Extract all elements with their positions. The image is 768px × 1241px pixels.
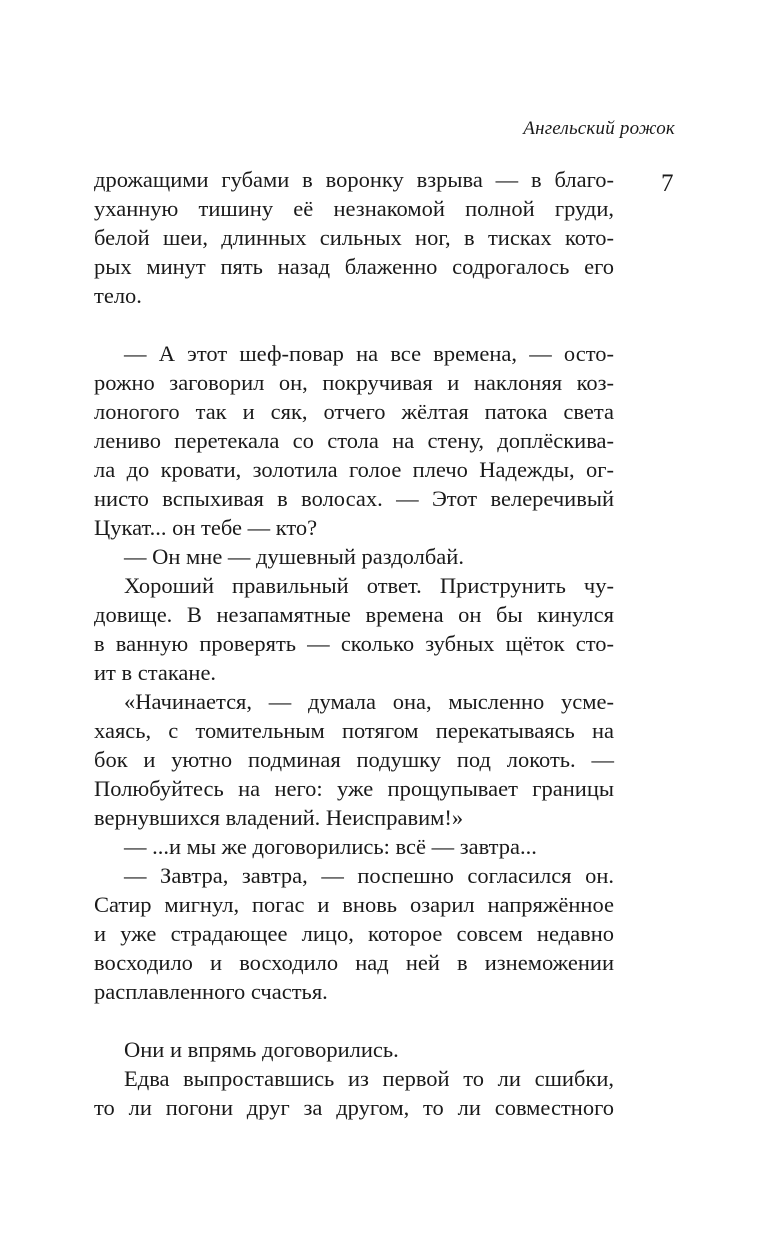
text-line: то ли погони друг за другом, то ли совместного <box>94 1095 614 1120</box>
text-line: восходило и восходило над ней в изнеможении <box>94 950 614 975</box>
paragraph <box>94 687 614 832</box>
text-line: лениво перетекала со стола на стену, доплёскива- <box>94 428 614 453</box>
text-line: «Начинается, — думала она, мысленно усме- <box>124 689 614 714</box>
paragraph <box>94 1035 614 1064</box>
text-line: Они и впрямь договорились. <box>124 1037 399 1062</box>
paragraph <box>94 861 614 1006</box>
paragraph <box>94 339 614 542</box>
text-line: рожно заговорил он, покручивая и наклоняя коз- <box>94 370 614 395</box>
text-line: — А этот шеф-повар на все времена, — осто- <box>124 341 614 366</box>
text-line: лоногого так и сяк, отчего жёлтая патока света <box>94 399 614 424</box>
section-break <box>94 310 614 339</box>
page-number: 7 <box>661 170 674 197</box>
paragraph <box>94 542 614 571</box>
text-line: — Он мне — душевный раздолбай. <box>124 544 464 569</box>
text-line: нисто вспыхивая в волосах. — Этот велеречивый <box>94 486 614 511</box>
text-line: хаясь, с томительным потягом перекатываясь на <box>94 718 614 743</box>
text-line: рых минут пять назад блаженно содрогалось его <box>94 254 614 279</box>
text-line: в ванную проверять — сколько зубных щёток сто- <box>94 631 614 656</box>
text-line: вернувшихся владений. Неисправим!» <box>94 805 464 830</box>
text-line: — ...и мы же договорились: всё — завтра... <box>124 834 537 859</box>
text-line: Хороший правильный ответ. Приструнить чу- <box>124 573 614 598</box>
text-line: Цукат... он тебе — кто? <box>94 515 318 540</box>
text-line: ла до кровати, золотила голое плечо Надежды, ог- <box>94 457 614 482</box>
text-line: Едва выпроставшись из первой то ли сшибки, <box>124 1066 614 1091</box>
text-line: уханную тишину её незнакомой полной груди, <box>94 196 614 221</box>
text-line: дрожащими губами в воронку взрыва — в благо- <box>94 167 614 192</box>
paragraph <box>94 1064 614 1122</box>
text-line: и уже страдающее лицо, которое совсем недавно <box>94 921 614 946</box>
text-line: белой шеи, длинных сильных ног, в тисках кото- <box>94 225 614 250</box>
paragraph <box>94 571 614 687</box>
section-break <box>94 1006 614 1035</box>
paragraph <box>94 165 614 310</box>
text-line: тело. <box>94 283 142 308</box>
text-line: ит в стакане. <box>94 660 217 685</box>
text-line: бок и уютно подминая подушку под локоть. — <box>94 747 614 772</box>
paragraph <box>94 832 614 861</box>
text-line: расплавленного счастья. <box>94 979 328 1004</box>
text-line: — Завтра, завтра, — поспешно согласился он. <box>124 863 614 888</box>
text-line: довище. В незапамятные времена он бы кинулся <box>94 602 614 627</box>
body-text <box>94 165 614 1122</box>
text-line: Полюбуйтесь на него: уже прощупывает границы <box>94 776 614 801</box>
running-header: Ангельский рожок <box>523 118 675 139</box>
text-line: Сатир мигнул, погас и вновь озарил напряжённое <box>94 892 614 917</box>
